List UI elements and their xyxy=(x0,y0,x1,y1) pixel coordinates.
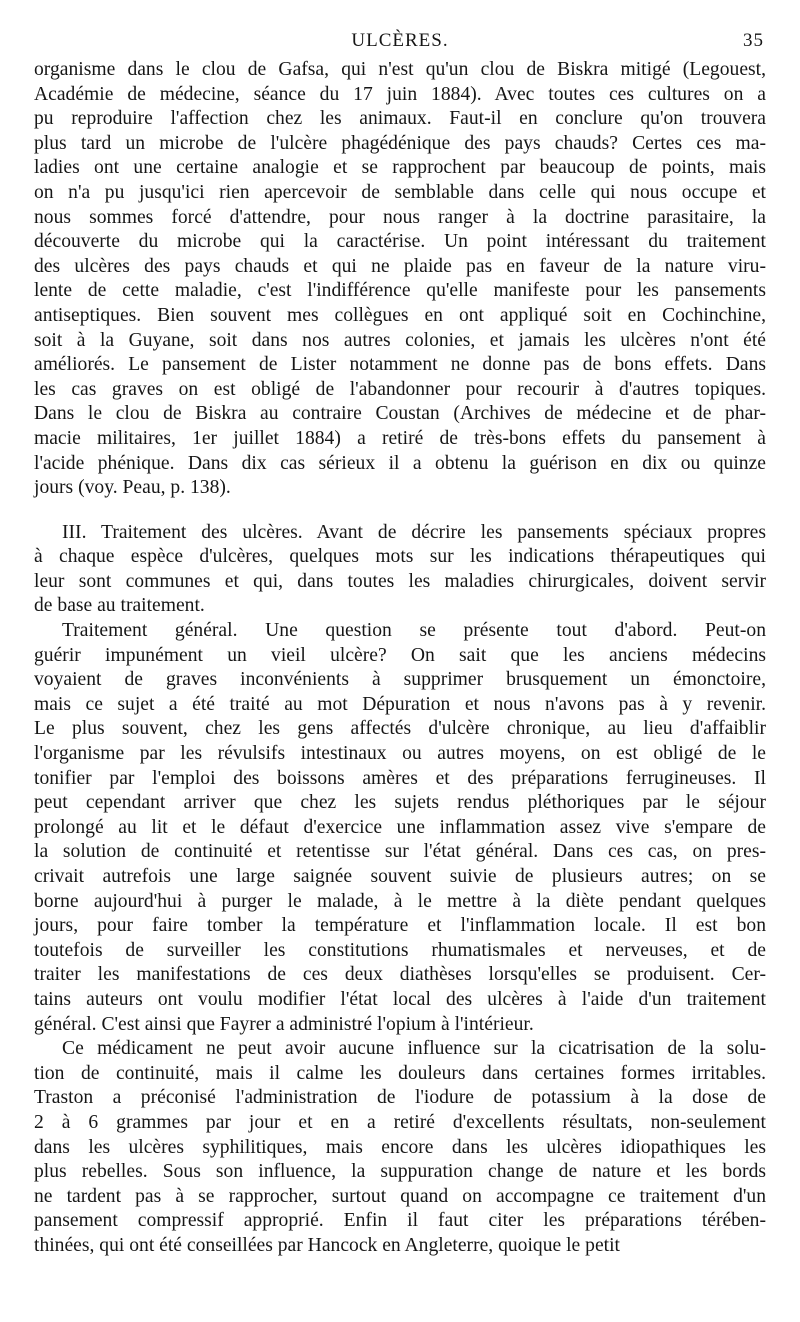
text-line: mais ce sujet a été traité au mot Dépuration et nous n'avons pas à y revenir. xyxy=(34,693,766,715)
text-line: III. Traitement des ulcères. Avant de décrire les pansements spéciaux propres xyxy=(62,521,766,543)
text-line: plus tard un microbe de l'ulcère phagédénique des pays chauds? Certes ces ma- xyxy=(34,132,766,154)
text-line: jours (voy. Peau, p. 138). xyxy=(34,477,231,499)
text-line: général. C'est ainsi que Fayrer a administré l'opium à l'intérieur. xyxy=(34,1013,534,1035)
text-line: macie militaires, 1er juillet 1884) a retiré de très-bons effets du pansement à xyxy=(34,427,766,449)
text-line: borne aujourd'hui à purger le malade, à le mettre à la diète pendant quelques xyxy=(34,890,766,912)
text-line: ne tardent pas à se rapprocher, surtout quand on accompagne ce traitement d'un xyxy=(34,1185,766,1207)
text-line: dans les ulcères syphilitiques, mais encore dans les ulcères idiopathiques les xyxy=(34,1136,766,1158)
running-head xyxy=(34,30,766,58)
text-line: 2 à 6 grammes par jour et en a retiré d'excellents résultats, non-seulement xyxy=(34,1111,766,1133)
text-line: améliorés. Le pansement de Lister notamment ne donne pas de bons effets. Dans xyxy=(34,354,766,376)
text-line: de base au traitement. xyxy=(34,595,205,617)
text-line: prolongé au lit et le défaut d'exercice une inflammation assez vive s'empare de xyxy=(34,816,766,838)
text-line: crivait autrefois une large saignée souvent suivie de plusieurs autres; on se xyxy=(34,866,766,887)
running-title: ULCÈRES. xyxy=(351,30,449,51)
text-line: pu reproduire l'affection chez les animaux. Faut-il en conclure qu'on trouvera xyxy=(34,108,766,130)
page-number: 35 xyxy=(743,30,764,51)
text-line: traiter les manifestations de ces deux diathèses lorsqu'elles se produisent. Cer- xyxy=(34,964,766,986)
text-line: tains auteurs ont voulu modifier l'état local des ulcères à l'aide d'un traitement xyxy=(34,988,766,1010)
text-line: Le plus souvent, chez les gens affectés d'ulcère chronique, au lieu d'affaiblir xyxy=(34,718,766,740)
text-line: la solution de continuité et retentisse sur l'état général. Dans ces cas, on pres- xyxy=(34,841,766,863)
text-line: guérir impunément un vieil ulcère? On sait que les anciens médecins xyxy=(34,644,766,666)
text-line: jours, pour faire tomber la température et l'inflammation locale. Il est bon xyxy=(34,915,766,937)
text-line: soit à la Guyane, soit dans nos autres colonies, et jamais les ulcères n'ont été xyxy=(34,329,766,351)
text-line: leur sont communes et qui, dans toutes les maladies chirurgicales, doivent servir xyxy=(34,570,766,592)
text-line: l'acide phénique. Dans dix cas sérieux il a obtenu la guérison en dix ou quinze xyxy=(34,452,766,474)
text-line: nous sommes forcé d'attendre, pour nous ranger à la doctrine parasitaire, la xyxy=(34,206,766,228)
text-line: l'organisme par les révulsifs intestinaux ou autres moyens, on est obligé de le xyxy=(34,743,766,765)
text-line: Traston a préconisé l'administration de l'iodure de potassium à la dose de xyxy=(34,1087,766,1109)
text-line: on n'a pu jusqu'ici rien apercevoir de semblable dans celle qui nous occupe et xyxy=(34,181,766,203)
text-line: Ce médicament ne peut avoir aucune influence sur la cicatrisation de la solu- xyxy=(62,1038,766,1060)
text-line: toutefois de surveiller les constitutions rhumatismales et nerveuses, et de xyxy=(34,939,766,961)
text-line: Dans le clou de Biskra au contraire Coustan (Archives de médecine et de phar- xyxy=(34,403,766,425)
text-line: plus rebelles. Sous son influence, la suppuration change de nature et les bords xyxy=(34,1161,766,1183)
paragraph-traitement-des-ulceres xyxy=(34,521,766,619)
text-line: peut cependant arriver que chez les sujets rendus pléthoriques par le séjour xyxy=(34,792,766,814)
paragraph-medicament xyxy=(34,1037,766,1258)
section-gap xyxy=(34,501,766,521)
text-line: lente de cette maladie, c'est l'indifférence qu'elle manifeste pour les pansements xyxy=(34,280,766,302)
text-line: pansement compressif approprié. Enfin il faut citer les préparations térében- xyxy=(34,1210,766,1232)
text-line: antiseptiques. Bien souvent mes collègues en ont appliqué soit en Cochinchine, xyxy=(34,304,766,326)
text-line: Académie de médecine, séance du 17 juin 1884). Avec toutes ces cultures on a xyxy=(34,83,766,105)
text-line: les cas graves on est obligé de l'abandonner pour recourir à d'autres topiques. xyxy=(34,378,766,400)
text-line: thinées, qui ont été conseillées par Hancock en Angleterre, quoique le petit xyxy=(34,1234,620,1256)
text-line: tonifier par l'emploi des boissons amères et des préparations ferrugineuses. Il xyxy=(34,767,766,789)
paragraph-clou-de-biskra xyxy=(34,58,766,501)
text-line: voyaient de graves inconvénients à supprimer brusquement un émonctoire, xyxy=(34,669,766,691)
text-line: à chaque espèce d'ulcères, quelques mots sur les indications thérapeutiques qui xyxy=(34,546,766,568)
text-line: découverte du microbe qui la caractérise. Un point intéressant du traitement xyxy=(34,231,766,253)
text-line: des ulcères des pays chauds et qui ne plaide pas en faveur de la nature viru- xyxy=(34,255,766,277)
text-line: organisme dans le clou de Gafsa, qui n'est qu'un clou de Biskra mitigé (Legouest, xyxy=(34,59,766,80)
text-line: Traitement général. Une question se présente tout d'abord. Peut-on xyxy=(62,620,766,642)
text-line: tion de continuité, mais il calme les douleurs dans certaines formes irritables. xyxy=(34,1062,766,1084)
paragraph-traitement-general xyxy=(34,619,766,1037)
text-line: ladies ont une certaine analogie et se rapprochent par beaucoup de points, mais xyxy=(34,157,766,179)
